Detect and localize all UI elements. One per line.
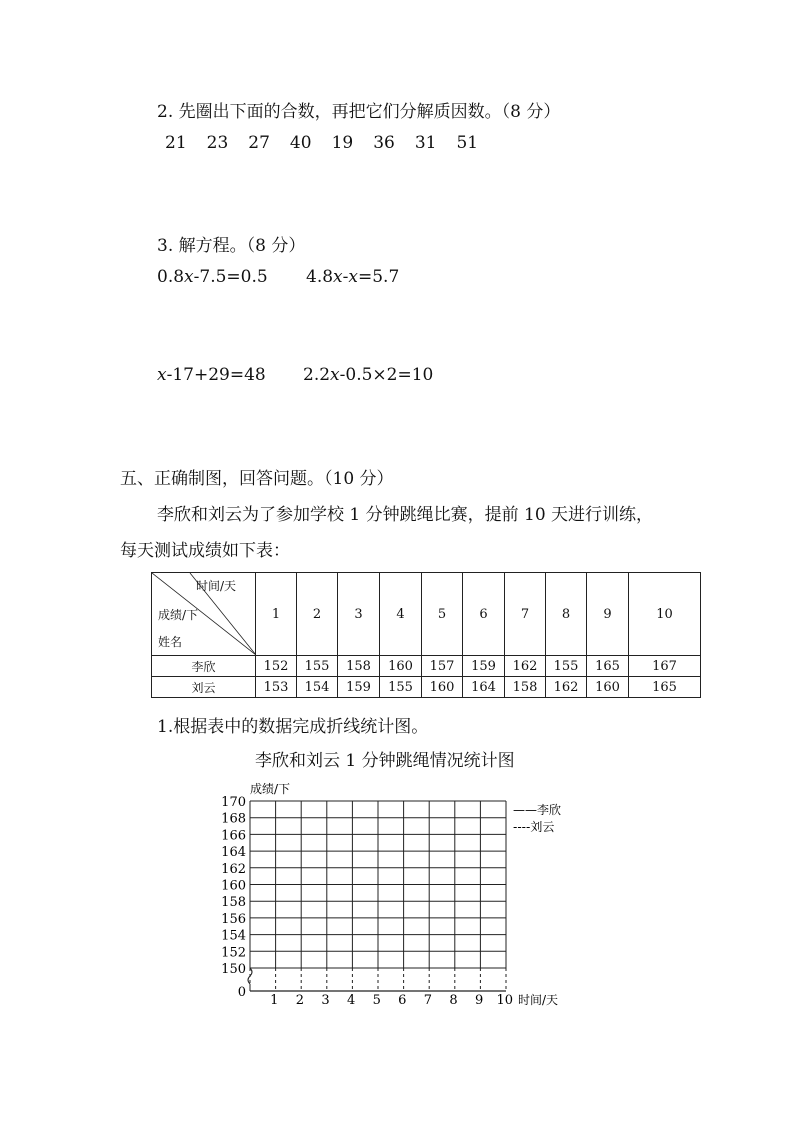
table-cell: 155 bbox=[297, 656, 338, 677]
day-header: 10 bbox=[629, 573, 701, 656]
header-name-label: 姓名 bbox=[158, 635, 183, 649]
table-cell: 167 bbox=[629, 656, 701, 677]
section-5-intro-line-1: 李欣和刘云为了参加学校 1 分钟跳绳比赛，提前 10 天进行训练， bbox=[157, 505, 654, 525]
legend-liuyun: ----刘云 bbox=[513, 820, 555, 834]
day-header: 9 bbox=[587, 573, 629, 656]
y-axis-ticks bbox=[221, 795, 246, 977]
x-tick-label: 6 bbox=[398, 993, 407, 1008]
x-tick-label: 5 bbox=[372, 993, 381, 1008]
diagonal-header-cell bbox=[152, 573, 256, 656]
chart-gridlines bbox=[248, 801, 506, 991]
row-name: 刘云 bbox=[152, 677, 256, 698]
x-tick-label: 2 bbox=[295, 993, 305, 1008]
table-cell: 162 bbox=[546, 677, 587, 698]
equation-4: 2.2x-0.5×2=10 bbox=[303, 365, 434, 385]
table-cell: 164 bbox=[463, 677, 505, 698]
y-tick-label: 154 bbox=[221, 928, 246, 944]
chart-title: 李欣和刘云 1 分钟跳绳情况统计图 bbox=[255, 751, 515, 771]
y-tick-label: 162 bbox=[221, 861, 246, 877]
equation-1: 0.8x-7.5=0.5 bbox=[157, 267, 268, 287]
q2-title: 2. 先圈出下面的合数，再把它们分解质因数。（8 分） bbox=[157, 102, 561, 122]
day-header: 8 bbox=[546, 573, 587, 656]
number-item: 36 bbox=[373, 133, 395, 153]
y-tick-label: 168 bbox=[221, 811, 246, 827]
table-cell: 152 bbox=[256, 656, 297, 677]
y-tick-label: 170 bbox=[221, 795, 246, 810]
y-tick-label: 156 bbox=[221, 911, 246, 927]
table-cell: 160 bbox=[587, 677, 629, 698]
number-item: 21 bbox=[165, 133, 187, 153]
x-tick-label: 10 bbox=[496, 993, 513, 1008]
x-axis-label: 时间/天 bbox=[518, 993, 559, 1007]
number-item: 23 bbox=[206, 133, 229, 153]
header-time-label: 时间/天 bbox=[196, 579, 237, 593]
table-cell: 162 bbox=[505, 656, 546, 677]
table-cell: 160 bbox=[380, 656, 422, 677]
y-axis-label: 成绩/下 bbox=[250, 782, 291, 796]
number-item: 40 bbox=[289, 133, 312, 153]
x-tick-label: 4 bbox=[346, 993, 356, 1008]
day-header: 3 bbox=[338, 573, 380, 656]
y-tick-label: 166 bbox=[221, 828, 246, 844]
table-cell: 153 bbox=[256, 677, 297, 698]
score-table bbox=[151, 572, 701, 698]
day-header: 1 bbox=[256, 573, 297, 656]
y-tick-label: 164 bbox=[221, 845, 246, 861]
table-cell: 160 bbox=[422, 677, 463, 698]
y-tick-label: 158 bbox=[221, 895, 246, 911]
y-tick-label: 152 bbox=[221, 945, 246, 961]
legend-lixin: ——李欣 bbox=[513, 803, 562, 817]
table-row bbox=[152, 656, 701, 677]
number-item: 27 bbox=[248, 133, 270, 153]
x-tick-label: 8 bbox=[449, 993, 458, 1008]
table-cell: 154 bbox=[297, 677, 338, 698]
sub-question-1: 1.根据表中的数据完成折线统计图。 bbox=[157, 717, 429, 737]
table-cell: 159 bbox=[338, 677, 380, 698]
x-tick-label: 9 bbox=[474, 993, 484, 1008]
section-5-intro-line-2: 每天测试成绩如下表： bbox=[120, 541, 290, 561]
day-header: 7 bbox=[505, 573, 546, 656]
section-5-title: 五、正确制图，回答问题。（10 分） bbox=[120, 469, 394, 489]
table-cell: 159 bbox=[463, 656, 505, 677]
table-cell: 155 bbox=[546, 656, 587, 677]
row-name: 李欣 bbox=[152, 656, 256, 677]
x-axis-ticks bbox=[270, 993, 513, 1008]
equation-2: 4.8x-x=5.7 bbox=[306, 267, 400, 287]
day-header: 5 bbox=[422, 573, 463, 656]
table-cell: 158 bbox=[338, 656, 380, 677]
x-tick-label: 1 bbox=[270, 993, 279, 1008]
y-tick-label: 160 bbox=[221, 878, 246, 894]
day-header: 2 bbox=[297, 573, 338, 656]
table-cell: 165 bbox=[587, 656, 629, 677]
number-item: 19 bbox=[331, 133, 354, 153]
table-cell: 157 bbox=[422, 656, 463, 677]
header-score-label: 成绩/下 bbox=[158, 608, 199, 622]
line-chart-grid bbox=[200, 775, 600, 1015]
table-cell: 155 bbox=[380, 677, 422, 698]
q3-title: 3. 解方程。（8 分） bbox=[157, 236, 306, 256]
y-tick-zero: 0 bbox=[237, 985, 246, 1000]
day-header: 6 bbox=[463, 573, 505, 656]
y-tick-label: 150 bbox=[221, 962, 246, 977]
x-tick-label: 3 bbox=[321, 993, 330, 1008]
q2-numbers bbox=[165, 133, 498, 153]
table-row bbox=[152, 677, 701, 698]
table-cell: 158 bbox=[505, 677, 546, 698]
table-cell: 165 bbox=[629, 677, 701, 698]
number-item: 51 bbox=[456, 133, 479, 153]
equation-3: x-17+29=48 bbox=[157, 365, 266, 385]
day-header: 4 bbox=[380, 573, 422, 656]
number-item: 31 bbox=[414, 133, 437, 153]
x-tick-label: 7 bbox=[423, 993, 433, 1008]
